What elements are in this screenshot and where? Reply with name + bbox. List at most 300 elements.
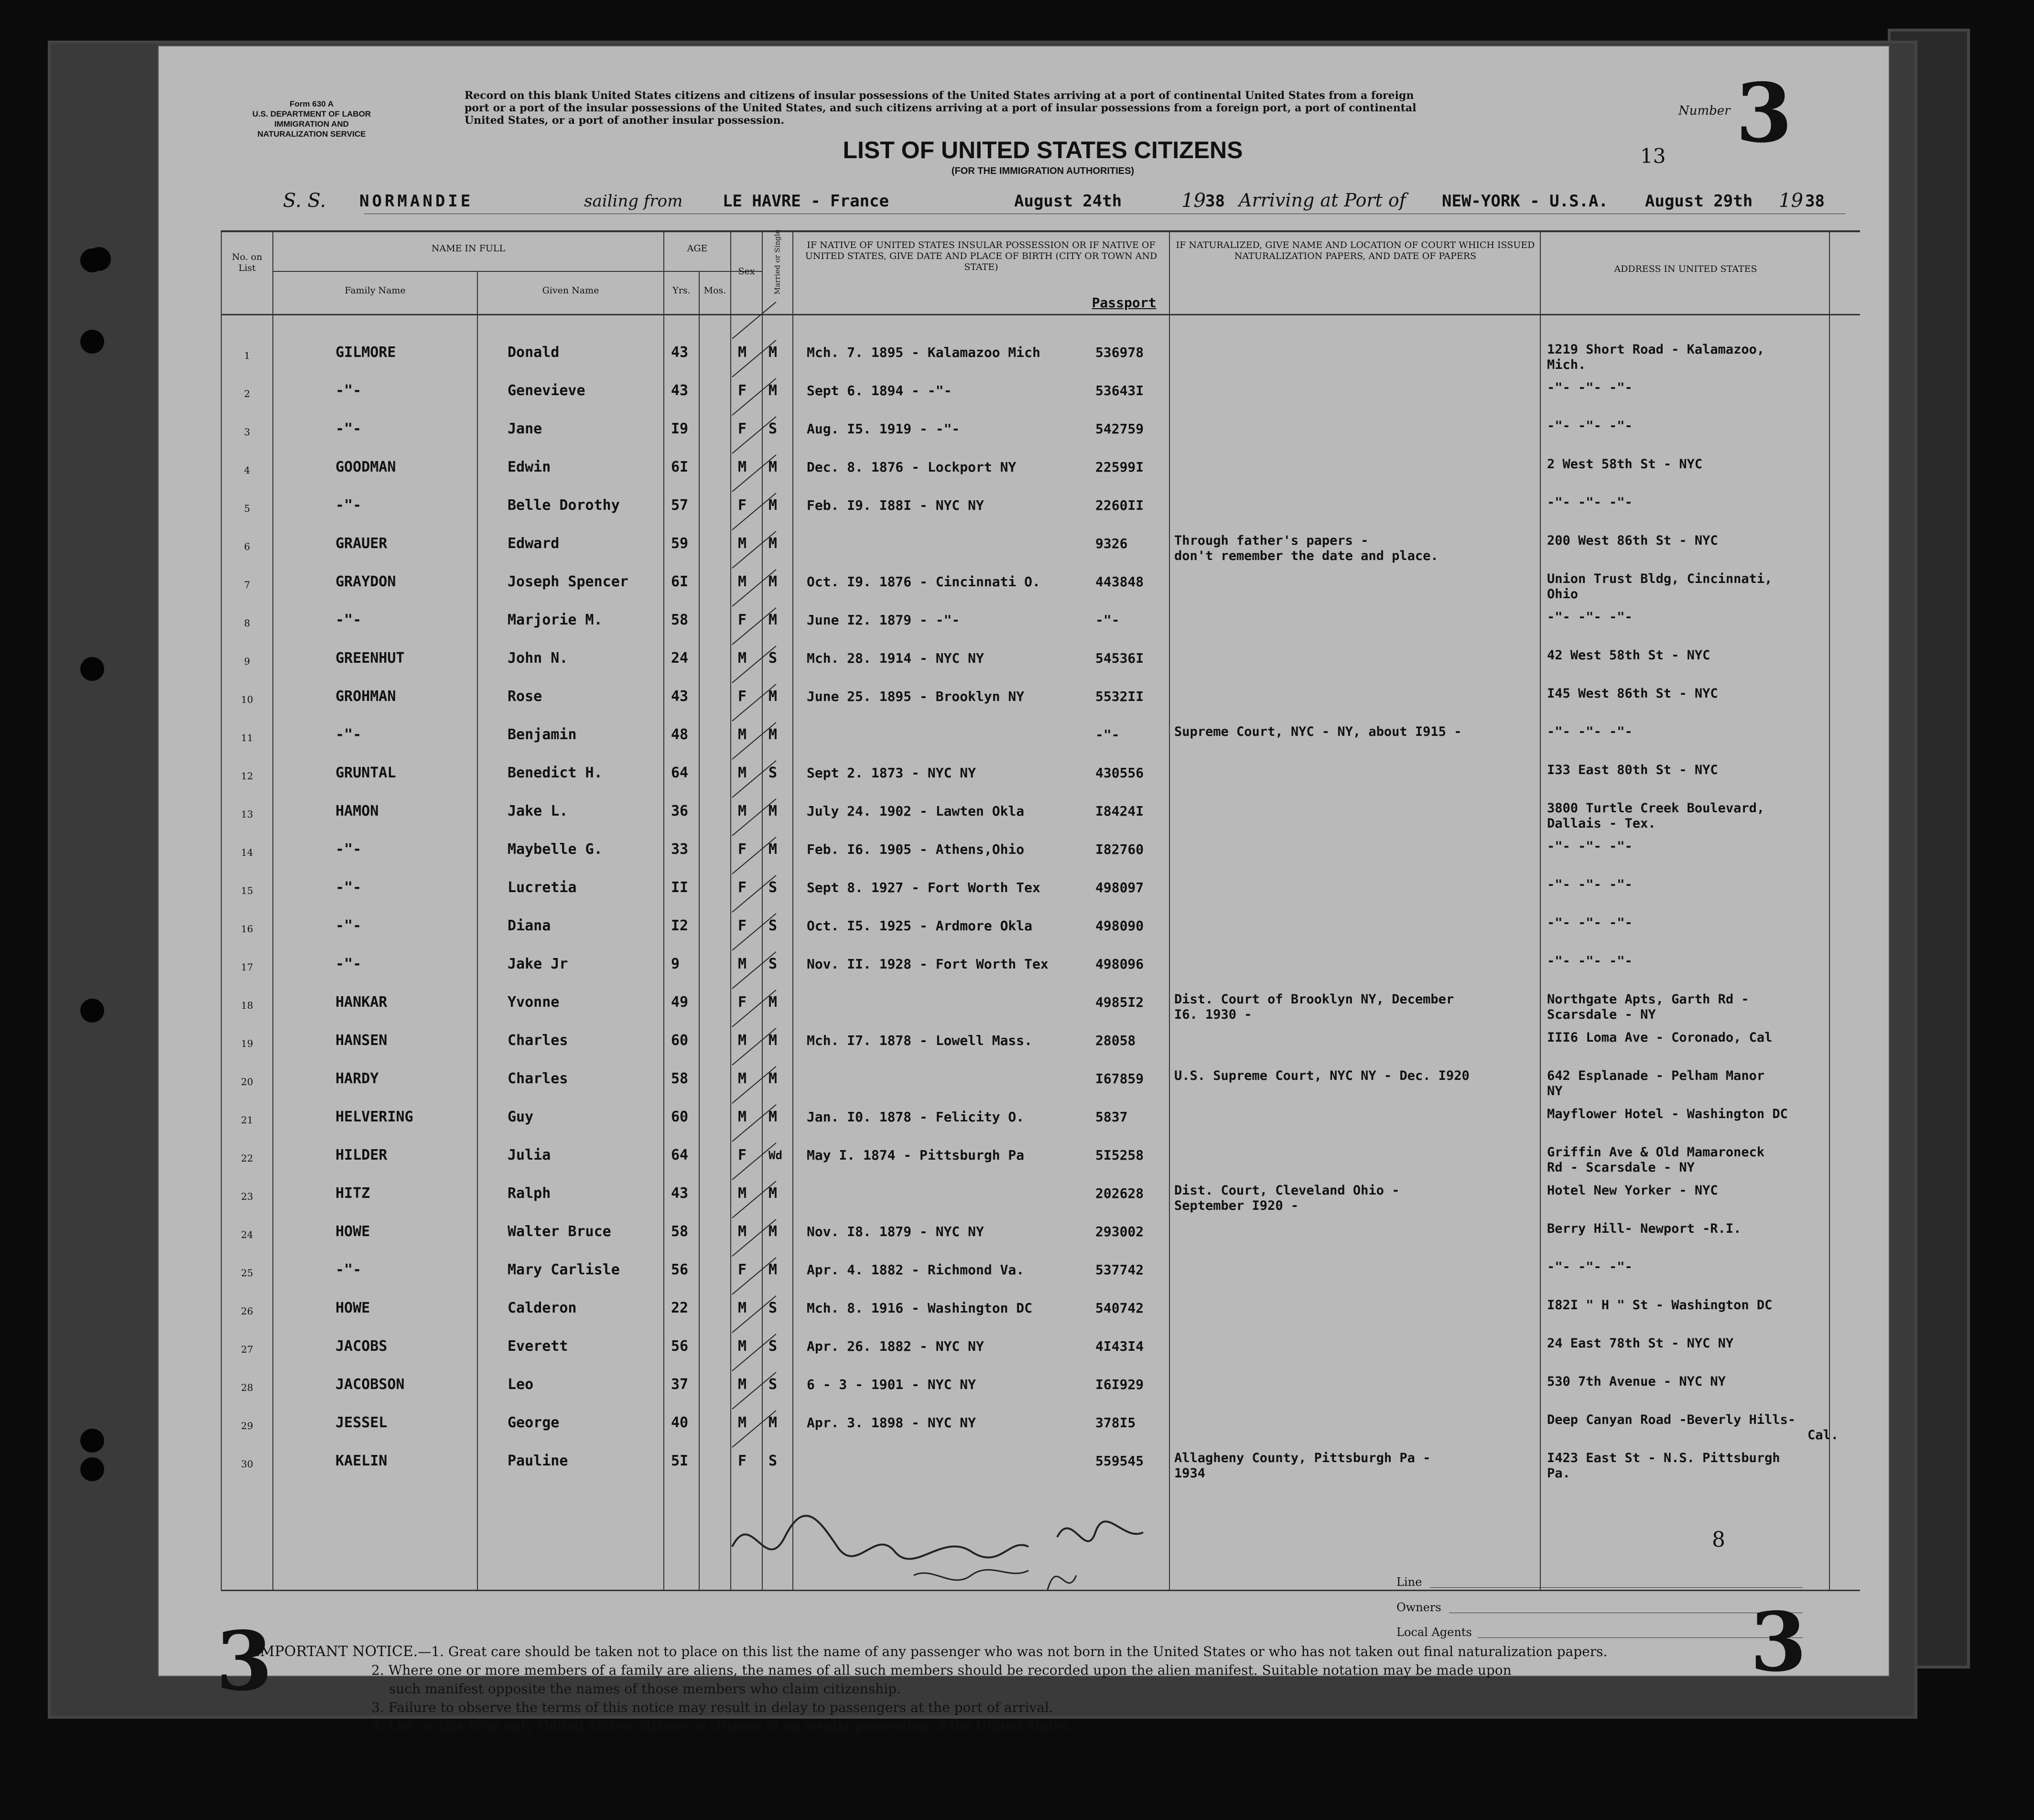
address: 642 Esplanade - Pelham Manor [1547, 1068, 1765, 1083]
sex: F [738, 420, 747, 437]
naturalization-info: Dist. Court of Brooklyn NY, December [1174, 992, 1454, 1007]
row-number: 20 [241, 1076, 253, 1088]
header-birth: IF NATIVE OF UNITED STATES INSULAR POSSESSION OR IF NATIVE OF UNITED STATES, GIVE DATE AND PLACE OF BIRTH (CITY OR TOWN AND STATE) [805, 240, 1158, 272]
age-years: 43 [671, 1185, 689, 1202]
passport-number: 498097 [1095, 880, 1144, 895]
age-years: 64 [671, 1147, 689, 1163]
row-number: 23 [241, 1191, 253, 1202]
passport-number: -"- [1095, 612, 1120, 628]
voyage-line [283, 190, 1860, 218]
arrival-year-prefix: 19 [1779, 190, 1803, 212]
header-given-name: Given Name [542, 285, 599, 296]
age-years: 22 [671, 1300, 689, 1316]
marital-status: S [768, 917, 778, 934]
line-field [1430, 1587, 1803, 1588]
address: Northgate Apts, Garth Rd - [1547, 992, 1749, 1007]
marital-status: M [768, 497, 778, 514]
marital-status: S [768, 879, 778, 896]
age-years: 60 [671, 1109, 689, 1125]
address: -"- -"- -"- [1547, 495, 1633, 510]
naturalization-info: Through father's papers - [1174, 533, 1369, 548]
arrival-year: 38 [1805, 192, 1825, 211]
given-name: Pauline [508, 1453, 568, 1469]
address: -"- -"- -"- [1547, 915, 1633, 930]
row-number: 17 [241, 961, 253, 973]
row-number: 3 [244, 426, 250, 438]
punch-hole [80, 330, 104, 354]
family-name: HOWE [335, 1223, 370, 1240]
address-cont: Scarsdale - NY [1547, 1007, 1656, 1022]
address: -"- -"- -"- [1547, 1260, 1633, 1274]
given-name: Mary Carlisle [508, 1261, 620, 1278]
passport-number: 5I5258 [1095, 1147, 1144, 1163]
notice-item: —1. Great care should be taken not to place on this list the name of any passenger who was not born in the United States or who has not taken out final naturalization papers. [418, 1644, 1608, 1659]
birth-date-place: Apr. 4. 1882 - Richmond Va. [807, 1262, 1025, 1278]
notice-item: such manifest opposite the names of those members who claim citizenship. [389, 1681, 901, 1697]
passport-number: I6I929 [1095, 1377, 1144, 1392]
address: 1219 Short Road - Kalamazoo, [1547, 342, 1765, 357]
age-years: 33 [671, 841, 689, 858]
family-name: KAELIN [335, 1453, 388, 1469]
birth-date-place: Jan. I0. 1878 - Felicity O. [807, 1109, 1025, 1125]
check-mark [732, 302, 776, 339]
row-number: 2 [244, 388, 250, 399]
row-number: 30 [241, 1458, 253, 1470]
passport-number: 378I5 [1095, 1415, 1136, 1431]
header-age: AGE [687, 243, 708, 254]
form-number: Form 630 A [290, 99, 334, 108]
birth-date-place: 6 - 3 - 1901 - NYC NY [807, 1377, 976, 1392]
family-name: -"- [335, 1261, 362, 1278]
family-name: -"- [335, 841, 362, 858]
given-name: Benjamin [508, 726, 577, 743]
given-name: Charles [508, 1032, 568, 1049]
passport-number: 22599I [1095, 459, 1144, 475]
family-name: -"- [335, 497, 362, 514]
age-years: 58 [671, 612, 689, 628]
given-name: Edwin [508, 459, 551, 475]
from-port: LE HAVRE - France [723, 192, 889, 211]
given-name: Walter Bruce [508, 1223, 611, 1240]
address: 42 West 58th St - NYC [1547, 648, 1710, 663]
department-line: IMMIGRATION AND [274, 119, 349, 129]
address: I82I " H " St - Washington DC [1547, 1298, 1773, 1313]
birth-date-place: Oct. I9. 1876 - Cincinnati O. [807, 574, 1040, 590]
age-years: 60 [671, 1032, 689, 1049]
sex: M [738, 650, 747, 667]
arriving-label: Arriving at Port of [1239, 190, 1406, 211]
header-bottom-rule [221, 314, 1860, 315]
marital-status: S [768, 1300, 778, 1316]
address-cont: Rd - Scarsdale - NY [1547, 1160, 1695, 1175]
sex: F [738, 688, 747, 705]
address: III6 Loma Ave - Coronado, Cal [1547, 1030, 1773, 1045]
header-address: ADDRESS IN UNITED STATES [1614, 264, 1757, 274]
family-name: JACOBSON [335, 1376, 405, 1393]
address-cont: Ohio [1547, 587, 1579, 602]
given-name: Ralph [508, 1185, 551, 1202]
given-name: Charles [508, 1070, 568, 1087]
birth-date-place: May I. 1874 - Pittsburgh Pa [807, 1147, 1025, 1163]
marital-status: M [768, 382, 778, 399]
age-years: II [671, 879, 689, 896]
sex: M [738, 765, 747, 781]
family-name: GREENHUT [335, 650, 405, 667]
header-yrs: Yrs. [672, 285, 691, 296]
passport-number: 202628 [1095, 1185, 1144, 1201]
marital-status: S [768, 1376, 778, 1393]
sex: M [738, 1338, 747, 1355]
sex: M [738, 1185, 747, 1202]
notice-title: IMPORTANT NOTICE. [254, 1643, 418, 1660]
age-years: 56 [671, 1338, 689, 1355]
row-number: 8 [244, 617, 250, 629]
subheader-rule [272, 271, 762, 272]
marital-status: M [768, 535, 778, 552]
instructions: Record on this blank United States citizens and citizens of insular possessions of the United States arriving at a port of continental United States from a foreign port or a port of the insular possessions of the United States, and such citizens arriving at a port of insular possessions from a foreign port, a port of continental United States, or a port of another insular possession. [465, 89, 1417, 127]
birth-date-place: Sept 8. 1927 - Fort Worth Tex [807, 880, 1040, 895]
header-family-name: Family Name [345, 285, 406, 296]
row-number: 27 [241, 1344, 253, 1355]
naturalization-info-cont: I6. 1930 - [1174, 1007, 1252, 1022]
sex: M [738, 1376, 747, 1393]
arrival-date: August 29th [1645, 192, 1753, 211]
family-name: GROHMAN [335, 688, 396, 705]
naturalization-info-cont: don't remember the date and place. [1174, 549, 1439, 563]
age-years: 58 [671, 1070, 689, 1087]
given-name: John N. [508, 650, 568, 667]
sex: F [738, 612, 747, 628]
passport-number: 443848 [1095, 574, 1144, 590]
address: I33 East 80th St - NYC [1547, 763, 1718, 777]
department-line: U.S. DEPARTMENT OF LABOR [252, 109, 371, 118]
address: 2 West 58th St - NYC [1547, 457, 1703, 472]
birth-date-place: Sept 6. 1894 - -"- [807, 383, 952, 398]
row-number: 6 [244, 541, 250, 552]
passport-number: 537742 [1095, 1262, 1144, 1278]
family-name: -"- [335, 879, 362, 896]
list-number: 3 [1736, 65, 1793, 161]
given-name: Jake L. [508, 803, 568, 819]
sex: F [738, 1453, 747, 1469]
age-years: 64 [671, 765, 689, 781]
important-notice [254, 1642, 1774, 1735]
given-name: Jake Jr [508, 956, 568, 972]
sailing-from-label: sailing from [584, 192, 683, 211]
naturalization-info: Allagheny County, Pittsburgh Pa - [1174, 1451, 1431, 1465]
big-number-right: 3 [1750, 1594, 1807, 1690]
sex: F [738, 382, 747, 399]
line-label: Line [1396, 1575, 1422, 1589]
family-name: HARDY [335, 1070, 379, 1087]
sex: M [738, 956, 747, 972]
birth-date-place: Aug. I5. 1919 - -"- [807, 421, 960, 437]
passport-number: 5532II [1095, 689, 1144, 704]
age-years: 24 [671, 650, 689, 667]
number-label: Number [1678, 104, 1731, 118]
passport-number: -"- [1095, 727, 1120, 743]
row-number: 16 [241, 923, 253, 935]
family-name: JESSEL [335, 1414, 388, 1431]
owners-label: Owners [1396, 1601, 1441, 1614]
birth-date-place: Apr. 3. 1898 - NYC NY [807, 1415, 976, 1431]
row-number: 28 [241, 1382, 253, 1393]
given-name: Calderon [508, 1300, 577, 1316]
passport-number: I67859 [1095, 1071, 1144, 1087]
age-years: 5I [671, 1453, 689, 1469]
row-number: 14 [241, 847, 253, 858]
address: -"- -"- -"- [1547, 839, 1633, 854]
department-line: NATURALIZATION SERVICE [257, 129, 366, 139]
birth-date-place: Dec. 8. 1876 - Lockport NY [807, 459, 1017, 475]
sex: M [738, 573, 747, 590]
family-name: GRAYDON [335, 573, 396, 590]
row-number: 21 [241, 1114, 253, 1126]
age-years: I2 [671, 917, 689, 934]
row-number: 24 [241, 1229, 253, 1240]
marital-status: M [768, 994, 778, 1011]
passport-number: 498096 [1095, 956, 1144, 972]
family-name: HANSEN [335, 1032, 388, 1049]
marital-status: M [768, 841, 778, 858]
depart-date: August 24th [1014, 192, 1122, 211]
header-mos: Mos. [703, 285, 726, 296]
sex: M [738, 535, 747, 552]
marital-status: M [768, 344, 778, 361]
sex: F [738, 879, 747, 896]
given-name: Diana [508, 917, 551, 934]
given-name: Joseph Spencer [508, 573, 628, 590]
given-name: Everett [508, 1338, 568, 1355]
punch-hole [80, 248, 104, 272]
notice-item: 3. Failure to observe the terms of this notice may result in delay to passengers at the port of arrival. [371, 1700, 1053, 1715]
sex: F [738, 994, 747, 1011]
arrival-port: NEW-YORK - U.S.A. [1442, 192, 1608, 211]
family-name: JACOBS [335, 1338, 388, 1355]
sex: F [738, 841, 747, 858]
passport-number: 9326 [1095, 536, 1128, 551]
header-naturalized: IF NATURALIZED, GIVE NAME AND LOCATION OF COURT WHICH ISSUED NATURALIZATION PAPERS, AND DATE OF PAPERS [1176, 240, 1535, 261]
row-number: 9 [244, 656, 250, 667]
address: -"- -"- -"- [1547, 954, 1633, 969]
family-name: GOODMAN [335, 459, 396, 475]
age-years: 37 [671, 1376, 689, 1393]
given-name: Benedict H. [508, 765, 603, 781]
sex: M [738, 1223, 747, 1240]
given-name: Guy [508, 1109, 534, 1125]
address: -"- -"- -"- [1547, 724, 1633, 739]
family-name: HILDER [335, 1147, 388, 1163]
marital-status: M [768, 1070, 778, 1087]
naturalization-info: Dist. Court, Cleveland Ohio - [1174, 1183, 1400, 1198]
marital-status: S [768, 650, 778, 667]
depart-year: 38 [1205, 192, 1225, 211]
sex: M [738, 344, 747, 361]
punch-hole [80, 1429, 104, 1453]
sex: F [738, 1261, 747, 1278]
naturalization-info-cont: 1934 [1174, 1466, 1206, 1481]
sex: F [738, 1147, 747, 1163]
column-divider [272, 230, 273, 1590]
passport-number: I8424I [1095, 803, 1144, 819]
column-divider [663, 230, 664, 1590]
given-name: Leo [508, 1376, 534, 1393]
passport-number: 430556 [1095, 765, 1144, 781]
given-name: Donald [508, 344, 560, 361]
row-number: 12 [241, 770, 253, 782]
notice-item: 2. Where one or more members of a family are aliens, the names of all such members should be recorded upon the alien manifest. Suitable notation may be made upon [371, 1662, 1512, 1678]
marital-status: Wd [768, 1149, 782, 1162]
age-years: 36 [671, 803, 689, 819]
family-name: -"- [335, 382, 362, 399]
birth-date-place: Feb. I6. 1905 - Athens,Ohio [807, 841, 1025, 857]
address: Union Trust Bldg, Cincinnati, [1547, 571, 1773, 586]
address-cont: Mich. [1547, 357, 1586, 372]
marital-status: M [768, 612, 778, 628]
row-number: 1 [244, 350, 250, 361]
family-name: HITZ [335, 1185, 370, 1202]
birth-date-place: July 24. 1902 - Lawten Okla [807, 803, 1025, 819]
marital-status: M [768, 1414, 778, 1431]
address: Hotel New Yorker - NYC [1547, 1183, 1718, 1198]
birth-date-place: Mch. 8. 1916 - Washington DC [807, 1300, 1033, 1316]
address: Deep Canyan Road -Beverly Hills- [1547, 1412, 1796, 1427]
given-name: George [508, 1414, 560, 1431]
age-years: 43 [671, 382, 689, 399]
marital-status: M [768, 1261, 778, 1278]
sex: M [738, 1032, 747, 1049]
passport-number: 2260II [1095, 497, 1144, 513]
address: -"- -"- -"- [1547, 610, 1633, 625]
column-divider [699, 271, 700, 1590]
marital-status: M [768, 1185, 778, 1202]
address-cont: Cal. [1807, 1428, 1839, 1443]
row-number: 26 [241, 1305, 253, 1317]
column-divider [221, 230, 222, 1590]
row-number: 22 [241, 1152, 253, 1164]
passport-number: 559545 [1095, 1453, 1144, 1469]
passport-number: I82760 [1095, 841, 1144, 857]
birth-date-place: Mch. 7. 1895 - Kalamazoo Mich [807, 345, 1040, 360]
passport-number: 5837 [1095, 1109, 1128, 1125]
birth-date-place: June I2. 1879 - -"- [807, 612, 960, 628]
age-years: 40 [671, 1414, 689, 1431]
age-years: 58 [671, 1223, 689, 1240]
column-divider [1829, 230, 1830, 1590]
family-name: -"- [335, 917, 362, 934]
age-years: 56 [671, 1261, 689, 1278]
address: 530 7th Avenue - NYC NY [1547, 1374, 1726, 1389]
given-name: Lucretia [508, 879, 577, 896]
marital-status: M [768, 803, 778, 819]
marital-status: S [768, 1453, 778, 1469]
family-name: -"- [335, 726, 362, 743]
family-name: -"- [335, 612, 362, 628]
row-number: 11 [241, 732, 253, 743]
row-number: 19 [241, 1038, 253, 1049]
naturalization-info: U.S. Supreme Court, NYC NY - Dec. I920 [1174, 1068, 1470, 1083]
birth-date-place: Nov. I8. 1879 - NYC NY [807, 1224, 984, 1239]
ship-name: NORMANDIE [359, 192, 474, 211]
given-name: Jane [508, 420, 542, 437]
column-divider [730, 230, 731, 1590]
row-number: 5 [244, 503, 250, 514]
family-name: GRAUER [335, 535, 388, 552]
address: -"- -"- -"- [1547, 877, 1633, 892]
address: 3800 Turtle Creek Boulevard, [1547, 801, 1765, 816]
given-name: Belle Dorothy [508, 497, 620, 514]
header-passport: Passport [1092, 295, 1157, 311]
marital-status: S [768, 956, 778, 972]
address-cont: Pa. [1547, 1466, 1570, 1481]
age-years: I9 [671, 420, 689, 437]
family-name: GILMORE [335, 344, 396, 361]
sex: M [738, 1109, 747, 1125]
address: 200 West 86th St - NYC [1547, 533, 1718, 548]
given-name: Genevieve [508, 382, 585, 399]
birth-date-place: Mch. I7. 1878 - Lowell Mass. [807, 1033, 1033, 1048]
address: 24 East 78th St - NYC NY [1547, 1336, 1734, 1351]
header-no-on-list: No. on List [232, 252, 262, 273]
marital-status: M [768, 726, 778, 743]
notice-item: 4. List on this form only United States citizens or citizens of an insular possession of the United States. [371, 1718, 1073, 1734]
marital-status: S [768, 420, 778, 437]
passport-number: 28058 [1095, 1033, 1136, 1048]
birth-date-place: Feb. I9. I88I - NYC NY [807, 497, 984, 513]
address-cont: NY [1547, 1084, 1563, 1098]
sex: F [738, 497, 747, 514]
age-years: 6I [671, 459, 689, 475]
passport-number: 4985I2 [1095, 994, 1144, 1010]
row-number: 29 [241, 1420, 253, 1432]
given-name: Yvonne [508, 994, 560, 1011]
age-years: 59 [671, 535, 689, 552]
age-years: 43 [671, 688, 689, 705]
row-number: 25 [241, 1267, 253, 1279]
passport-number: 540742 [1095, 1300, 1144, 1316]
form-title: LIST OF UNITED STATES CITIZENS [843, 137, 1243, 163]
marital-status: M [768, 459, 778, 475]
column-divider [792, 230, 793, 1590]
marital-status: M [768, 688, 778, 705]
local-agents-label: Local Agents [1396, 1626, 1472, 1639]
marital-status: M [768, 573, 778, 590]
sex: F [738, 917, 747, 934]
row-number: 18 [241, 1000, 253, 1011]
passport-number: 542759 [1095, 421, 1144, 437]
manifest-page [158, 45, 1890, 1734]
given-name: Edward [508, 535, 560, 552]
passport-number: 536978 [1095, 345, 1144, 360]
marital-status: S [768, 1338, 778, 1355]
age-years: 43 [671, 344, 689, 361]
family-name: HOWE [335, 1300, 370, 1316]
age-years: 49 [671, 994, 689, 1011]
birth-date-place: Nov. II. 1928 - Fort Worth Tex [807, 956, 1049, 972]
page-number: 8 [1712, 1528, 1725, 1552]
family-name: HANKAR [335, 994, 388, 1011]
punch-hole [80, 999, 104, 1023]
page-mark: 13 [1640, 144, 1666, 168]
row-number: 10 [241, 694, 253, 705]
naturalization-info-cont: September I920 - [1174, 1198, 1299, 1213]
address: I423 East St - N.S. Pittsburgh [1547, 1451, 1780, 1465]
sex: M [738, 1414, 747, 1431]
header-name-in-full: NAME IN FULL [431, 243, 506, 254]
given-name: Rose [508, 688, 542, 705]
age-years: 6I [671, 573, 689, 590]
family-name: HELVERING [335, 1109, 413, 1125]
